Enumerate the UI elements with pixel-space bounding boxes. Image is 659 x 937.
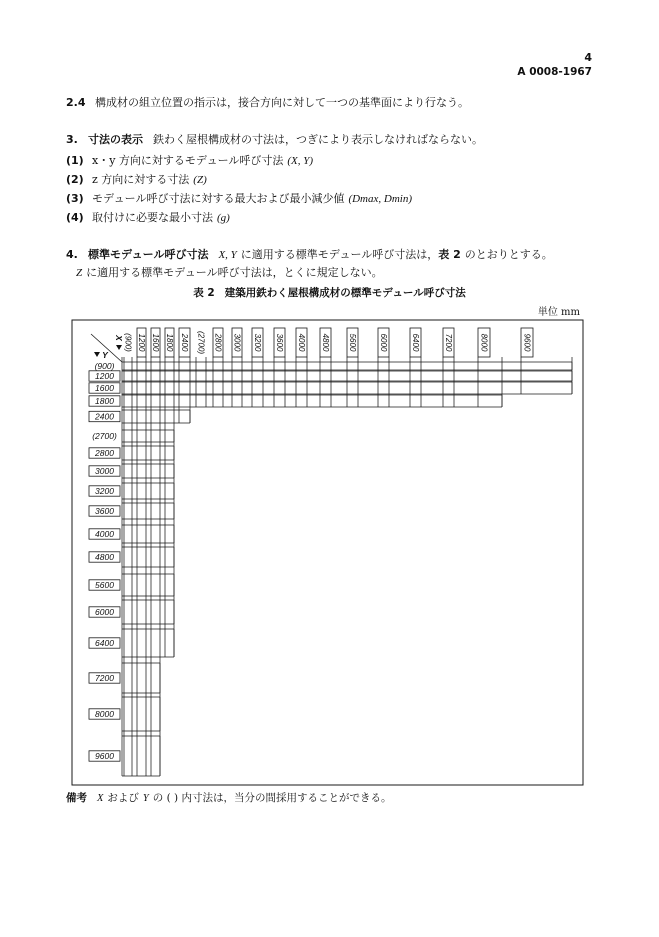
clause-title: 標準モデュール呼び寸法: [88, 248, 209, 261]
note-text: に適用する標準モデュール呼び寸法は，とくに規定しない。: [86, 266, 383, 279]
y-size-label: 8000: [95, 709, 114, 719]
clause-number: 4.: [66, 248, 78, 261]
x-size-label: (900): [123, 333, 133, 352]
standard-number: A 0008-1967: [517, 66, 592, 78]
clause-text-after: のとおりとする。: [464, 248, 553, 261]
table-title: 建築用鉄わく屋根構成材の標準モデュール呼び寸法: [224, 287, 466, 299]
x-size-label: 6400: [411, 333, 420, 352]
item-symbol: (Z): [193, 174, 207, 186]
clause-title: 寸法の表示: [88, 133, 143, 146]
x-size-label: 3200: [253, 333, 262, 352]
y-axis-label: Y: [102, 350, 108, 360]
item-symbol: (g): [217, 212, 230, 224]
clause-text: 鉄わく屋根構成材の寸法は，つぎにより表示しなければならない。: [153, 133, 483, 146]
remark-label: 備考: [66, 792, 87, 804]
table-frame: [72, 320, 583, 785]
y-size-label: 1200: [95, 371, 114, 381]
y-size-label: 2400: [95, 411, 114, 422]
item-symbol: (X, Y): [287, 155, 314, 167]
x-size-label: 3600: [275, 333, 284, 352]
item-text: モデュール呼び寸法に対する最大および最小減少値: [92, 192, 345, 205]
y-size-label: 2800: [95, 448, 114, 458]
x-size-label: 7200: [444, 333, 453, 352]
clause-number: 2.4: [66, 96, 86, 109]
remark-text: の ( ) 内寸法は，当分の間採用することができる。: [152, 792, 392, 804]
x-size-label: 8000: [479, 333, 489, 352]
x-direction-arrow-icon: [116, 345, 122, 350]
item-number: (4): [66, 211, 84, 224]
x-size-label: (2700): [196, 330, 206, 355]
remark-y-symbol: Y: [142, 793, 149, 804]
x-size-label: 1200: [137, 333, 146, 352]
clause-text: 構成材の組立位置の指示は，接合方向に対して一つの基準面により行なう。: [95, 96, 469, 109]
y-size-label: 9600: [95, 751, 114, 761]
table-number: 表 2: [193, 287, 215, 299]
y-size-label: 6400: [95, 638, 114, 648]
y-size-label: (2700): [92, 431, 117, 441]
item-number: (2): [66, 173, 84, 186]
remark-x-symbol: X: [97, 793, 104, 804]
page-number: 4: [584, 51, 592, 64]
table-unit: 単位 mm: [537, 307, 580, 318]
y-size-label: 1800: [95, 396, 114, 406]
remark: [66, 791, 391, 806]
y-size-label: (900): [94, 361, 115, 371]
note-symbol: Z: [76, 267, 83, 279]
x-size-label: 5600: [348, 333, 357, 352]
x-size-label: 3000: [232, 333, 242, 352]
item-number: (3): [66, 192, 84, 205]
clause-text-before: に適用する標準モデュール呼び寸法は，: [240, 248, 439, 261]
y-size-label: 6000: [95, 607, 114, 617]
clause-symbols: X, Y: [218, 249, 237, 261]
x-size-label: 2400: [180, 333, 189, 352]
table-reference: 表 2: [438, 248, 461, 261]
item-number: (1): [66, 154, 84, 167]
x-size-label: 4000: [297, 333, 306, 352]
y-size-label: 4800: [95, 552, 114, 562]
y-size-label: 3000: [95, 466, 114, 476]
x-size-label: 9600: [522, 333, 532, 352]
item-text: 取付けに必要な最小寸法: [92, 211, 213, 224]
remark-and: および: [107, 792, 139, 804]
module-grid: [122, 357, 572, 776]
y-size-label: 3600: [95, 506, 114, 516]
x-size-label: 2800: [213, 333, 223, 352]
x-size-label: 4800: [321, 333, 330, 352]
x-size-label: 1600: [151, 333, 160, 352]
y-size-label: 5600: [95, 580, 114, 590]
y-direction-arrow-icon: [94, 352, 100, 357]
item-symbol: (Dmax, Dmin): [348, 193, 412, 205]
item-text: z 方向に対する寸法: [92, 173, 190, 186]
y-size-label: 4000: [95, 529, 114, 539]
x-size-label: 1800: [165, 333, 174, 352]
y-size-label: 1600: [95, 383, 114, 393]
x-size-label: 6000: [379, 333, 388, 352]
clause-number: 3.: [66, 133, 78, 146]
size-labels: [89, 328, 533, 761]
y-size-label: 7200: [95, 673, 114, 683]
y-size-label: 3200: [95, 486, 114, 496]
item-text: x・y 方向に対するモデュール呼び寸法: [92, 154, 284, 167]
x-axis-label: X: [114, 335, 124, 341]
